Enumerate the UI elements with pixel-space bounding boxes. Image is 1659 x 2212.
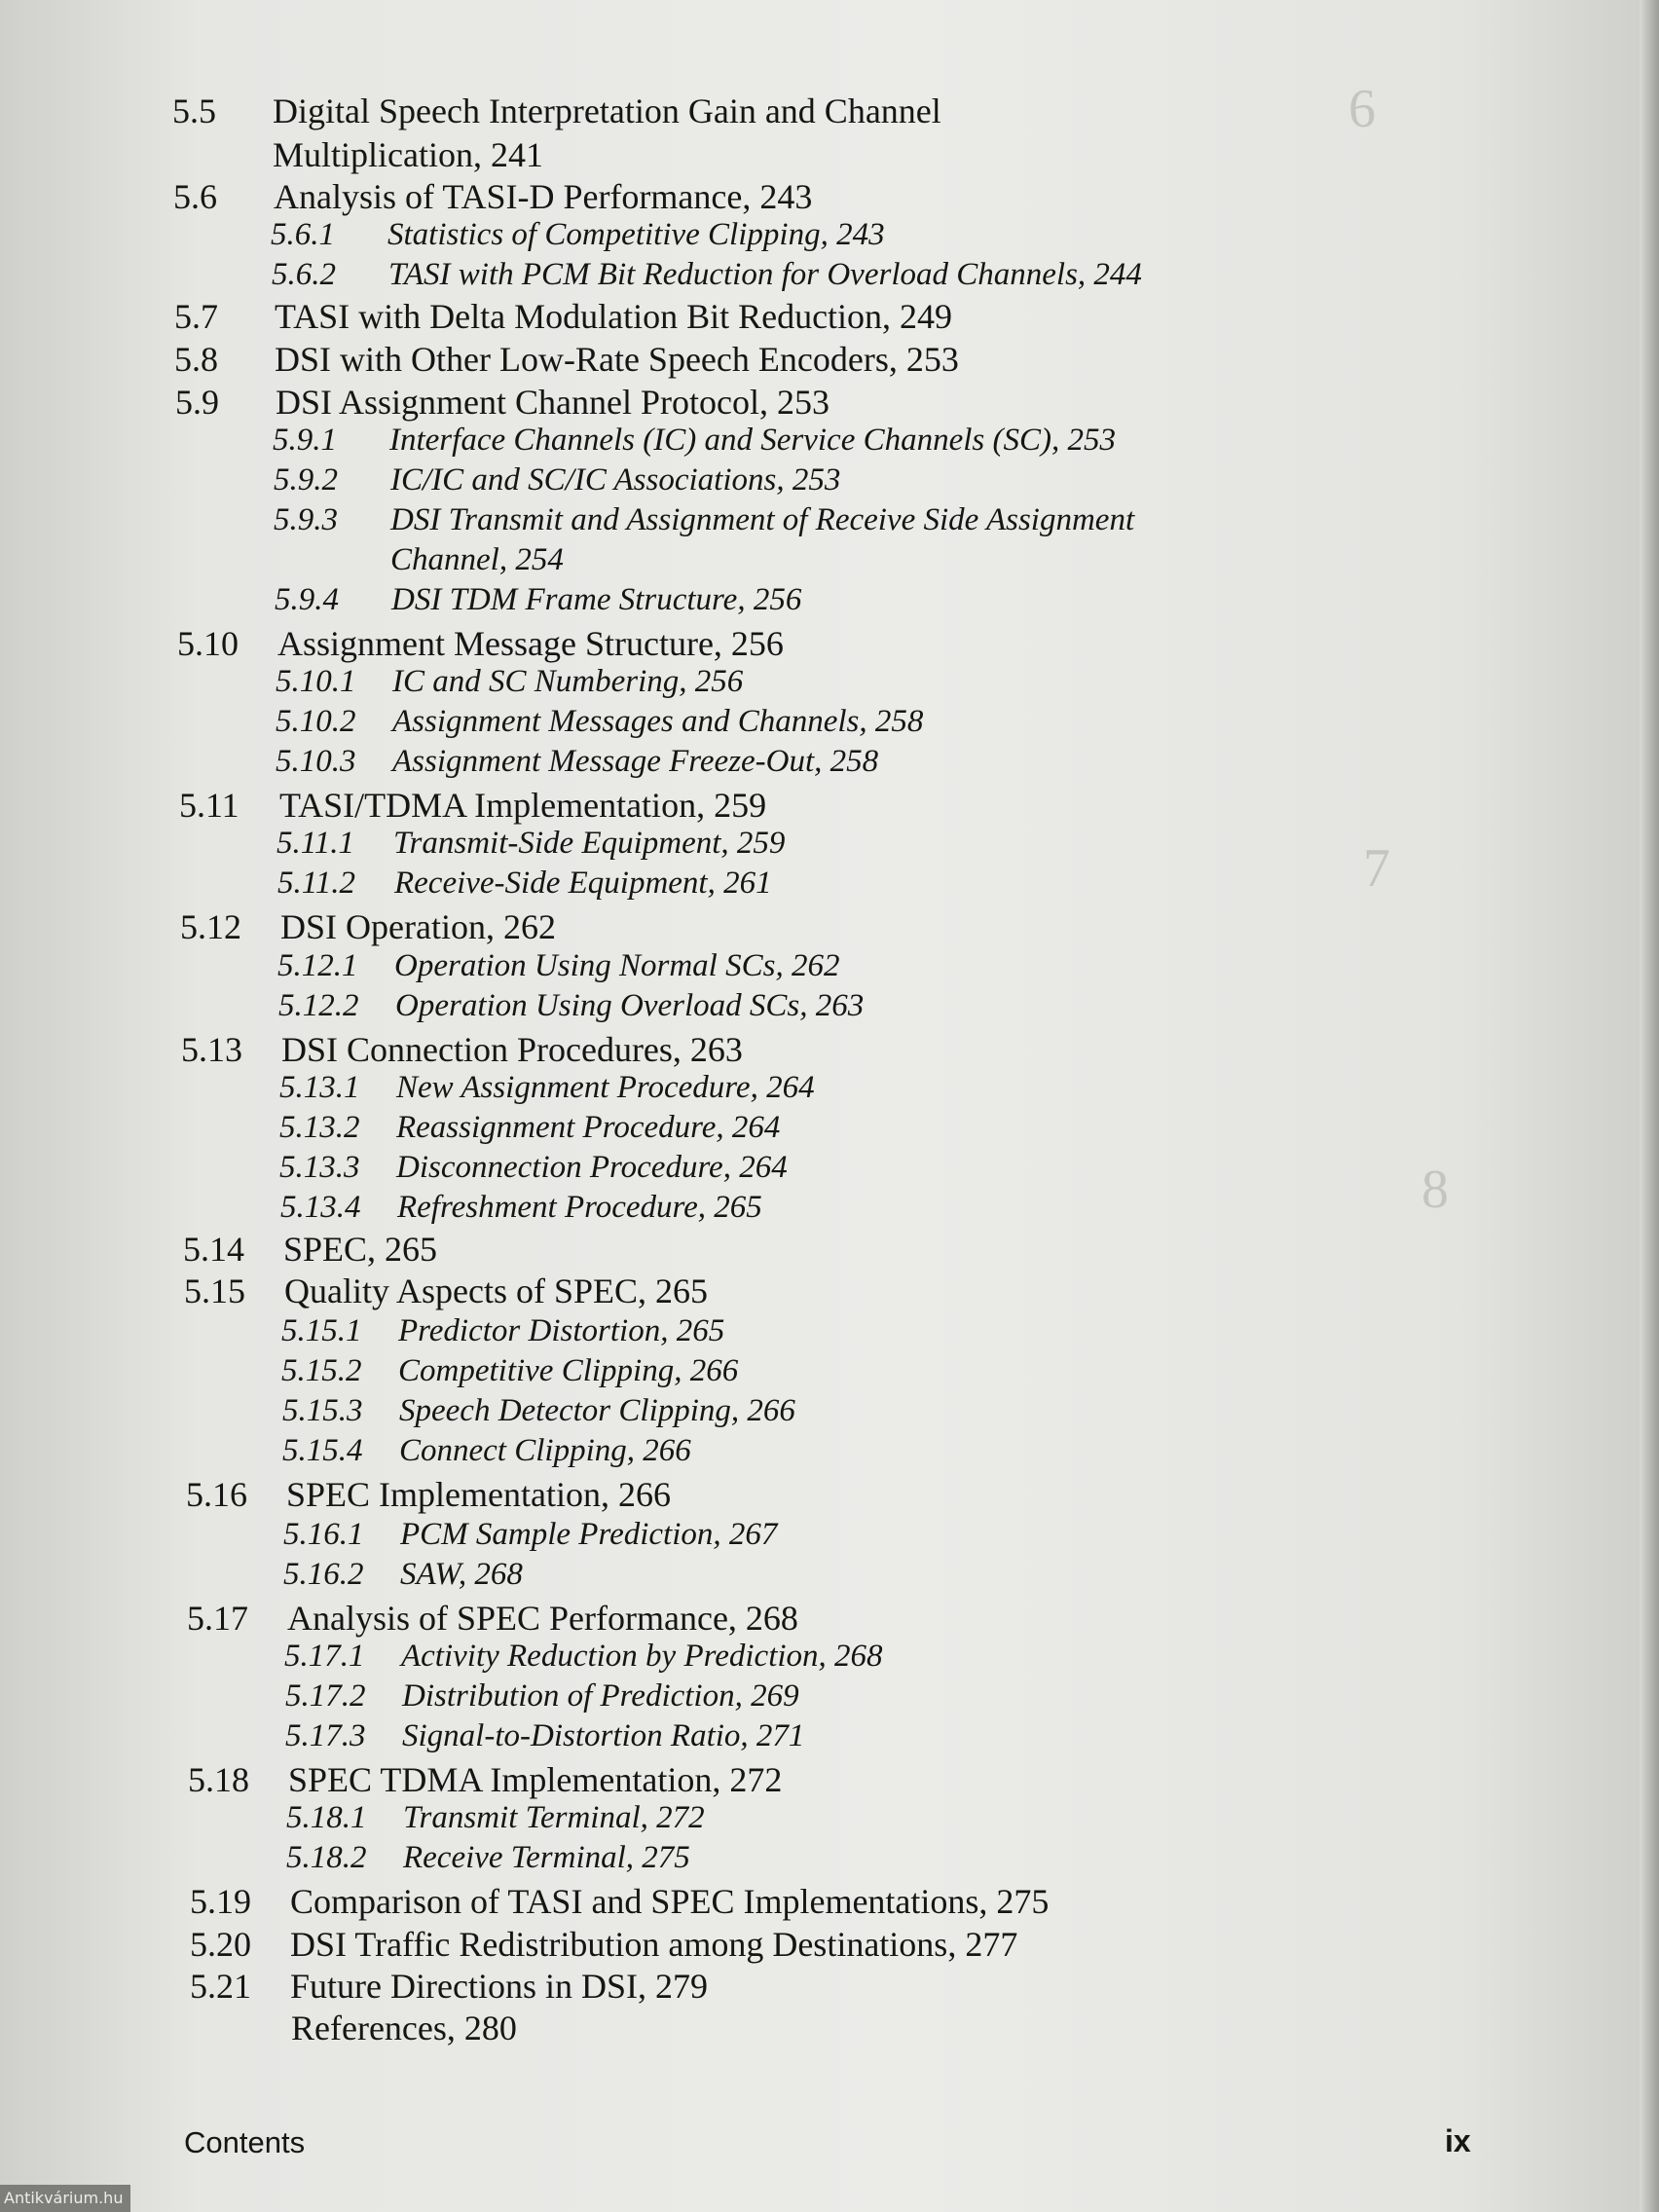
section-number: 5.15.4 (282, 1433, 363, 1468)
section-title: Activity Reduction by Prediction, 268 (401, 1639, 883, 1674)
show-through-decoration: 8 (1421, 1160, 1449, 1220)
section-title: Transmit-Side Equipment, 259 (393, 826, 786, 861)
show-through-decoration: 6 (1348, 79, 1376, 139)
section-title: DSI Transmit and Assignment of Receive Side Assignment (390, 502, 1135, 537)
section-title: TASI with PCM Bit Reduction for Overload Channels, 244 (388, 257, 1142, 292)
section-title: Operation Using Normal SCs, 262 (394, 948, 840, 983)
section-number: 5.9 (175, 383, 219, 422)
section-title: Multiplication, 241 (273, 135, 543, 174)
section-title: Competitive Clipping, 266 (398, 1353, 739, 1388)
section-title: TASI/TDMA Implementation, 259 (279, 786, 767, 825)
section-title: DSI Traffic Redistribution among Destinations, 277 (290, 1925, 1018, 1964)
section-number: 5.21 (190, 1967, 251, 2006)
section-number: 5.9.3 (274, 502, 338, 537)
section-title: SPEC, 265 (283, 1230, 438, 1269)
section-title: Analysis of TASI-D Performance, 243 (274, 177, 813, 216)
section-title: Analysis of SPEC Performance, 268 (287, 1599, 798, 1638)
section-number: 5.20 (190, 1925, 251, 1964)
section-title: SPEC Implementation, 266 (286, 1475, 671, 1514)
section-number: 5.18 (188, 1760, 249, 1799)
section-title: Operation Using Overload SCs, 263 (395, 988, 865, 1023)
section-number: 5.8 (174, 340, 218, 379)
section-title: Receive-Side Equipment, 261 (394, 866, 772, 901)
section-number: 5.11.1 (276, 826, 355, 861)
section-number: 5.17.3 (285, 1718, 366, 1753)
section-title: Statistics of Competitive Clipping, 243 (387, 217, 885, 252)
section-number: 5.9.1 (273, 423, 337, 458)
section-number: 5.15 (184, 1272, 245, 1310)
section-number: 5.17.2 (285, 1678, 366, 1714)
watermark-text: Antikvárium.hu (0, 2185, 130, 2212)
section-number: 5.10.3 (276, 744, 356, 779)
section-number: 5.6 (173, 177, 217, 216)
section-number: 5.9.2 (274, 462, 338, 498)
section-title: IC and SC Numbering, 256 (392, 664, 744, 699)
section-number: 5.9.4 (275, 582, 339, 617)
section-title: Receive Terminal, 275 (403, 1840, 690, 1875)
section-number: 5.13.3 (279, 1150, 360, 1185)
section-number: 5.10.1 (276, 664, 356, 699)
section-title: Assignment Messages and Channels, 258 (392, 704, 924, 739)
section-number: 5.7 (174, 297, 218, 336)
section-title: Distribution of Prediction, 269 (402, 1678, 799, 1714)
section-number: 5.13 (181, 1030, 242, 1069)
section-number: 5.18.2 (286, 1840, 367, 1875)
section-number: 5.17.1 (284, 1639, 365, 1674)
section-number: 5.12.2 (278, 988, 359, 1023)
section-title: Predictor Distortion, 265 (398, 1313, 725, 1348)
section-number: 5.15.3 (282, 1393, 363, 1428)
section-title: Quality Aspects of SPEC, 265 (284, 1272, 709, 1310)
section-title: Channel, 254 (390, 542, 564, 577)
section-title: Assignment Message Freeze-Out, 258 (392, 744, 879, 779)
section-title: DSI Connection Procedures, 263 (281, 1030, 743, 1069)
section-title: New Assignment Procedure, 264 (396, 1070, 815, 1105)
section-number: 5.13.1 (279, 1070, 360, 1105)
section-title: DSI Assignment Channel Protocol, 253 (276, 383, 830, 422)
section-number: 5.10 (177, 624, 239, 663)
section-number: 5.12.1 (277, 948, 358, 983)
section-number: 5.6.1 (271, 217, 335, 252)
section-number: 5.14 (183, 1230, 244, 1269)
section-title: DSI with Other Low-Rate Speech Encoders, 253 (275, 340, 959, 379)
section-title: Future Directions in DSI, 279 (290, 1967, 708, 2006)
section-title: Speech Detector Clipping, 266 (399, 1393, 795, 1428)
section-number: 5.10.2 (276, 704, 356, 739)
section-title: DSI TDM Frame Structure, 256 (391, 582, 802, 617)
show-through-decoration: 7 (1363, 838, 1390, 899)
section-number: 5.19 (190, 1882, 251, 1921)
section-title: Disconnection Procedure, 264 (396, 1150, 788, 1185)
section-number: 5.11 (179, 786, 240, 825)
section-number: 5.15.2 (281, 1353, 362, 1388)
section-title: Assignment Message Structure, 256 (277, 624, 784, 663)
page-number: ix (1445, 2123, 1471, 2158)
section-number: 5.18.1 (286, 1800, 367, 1835)
section-number: 5.11.2 (277, 866, 356, 901)
section-title: Interface Channels (IC) and Service Channels (SC), 253 (389, 423, 1117, 458)
section-title: Reassignment Procedure, 264 (396, 1110, 781, 1145)
section-title: PCM Sample Prediction, 267 (400, 1517, 778, 1552)
section-title: TASI with Delta Modulation Bit Reduction, 249 (275, 297, 953, 336)
section-title: Digital Speech Interpretation Gain and Channel (273, 92, 941, 130)
section-title: SPEC TDMA Implementation, 272 (288, 1760, 783, 1799)
section-number: 5.16 (186, 1475, 247, 1514)
section-title: Transmit Terminal, 272 (403, 1800, 705, 1835)
section-number: 5.12 (180, 907, 241, 946)
page-edge (1640, 0, 1659, 2212)
section-title: DSI Operation, 262 (280, 907, 556, 946)
section-title: SAW, 268 (400, 1557, 523, 1592)
section-number: 5.16.1 (283, 1517, 364, 1552)
section-title: References, 280 (291, 2009, 517, 2047)
section-title: Comparison of TASI and SPEC Implementations, 275 (290, 1882, 1050, 1921)
section-title: IC/IC and SC/IC Associations, 253 (390, 462, 841, 498)
section-number: 5.17 (187, 1599, 248, 1638)
section-title: Refreshment Procedure, 265 (397, 1190, 762, 1225)
section-number: 5.6.2 (272, 257, 336, 292)
section-title: Connect Clipping, 266 (399, 1433, 691, 1468)
section-number: 5.13.4 (280, 1190, 361, 1225)
running-footer-title: Contents (184, 2125, 306, 2159)
section-title: Signal-to-Distortion Ratio, 271 (402, 1718, 805, 1753)
section-number: 5.13.2 (279, 1110, 360, 1145)
section-number: 5.16.2 (283, 1557, 364, 1592)
section-number: 5.5 (172, 92, 216, 130)
section-number: 5.15.1 (281, 1313, 362, 1348)
